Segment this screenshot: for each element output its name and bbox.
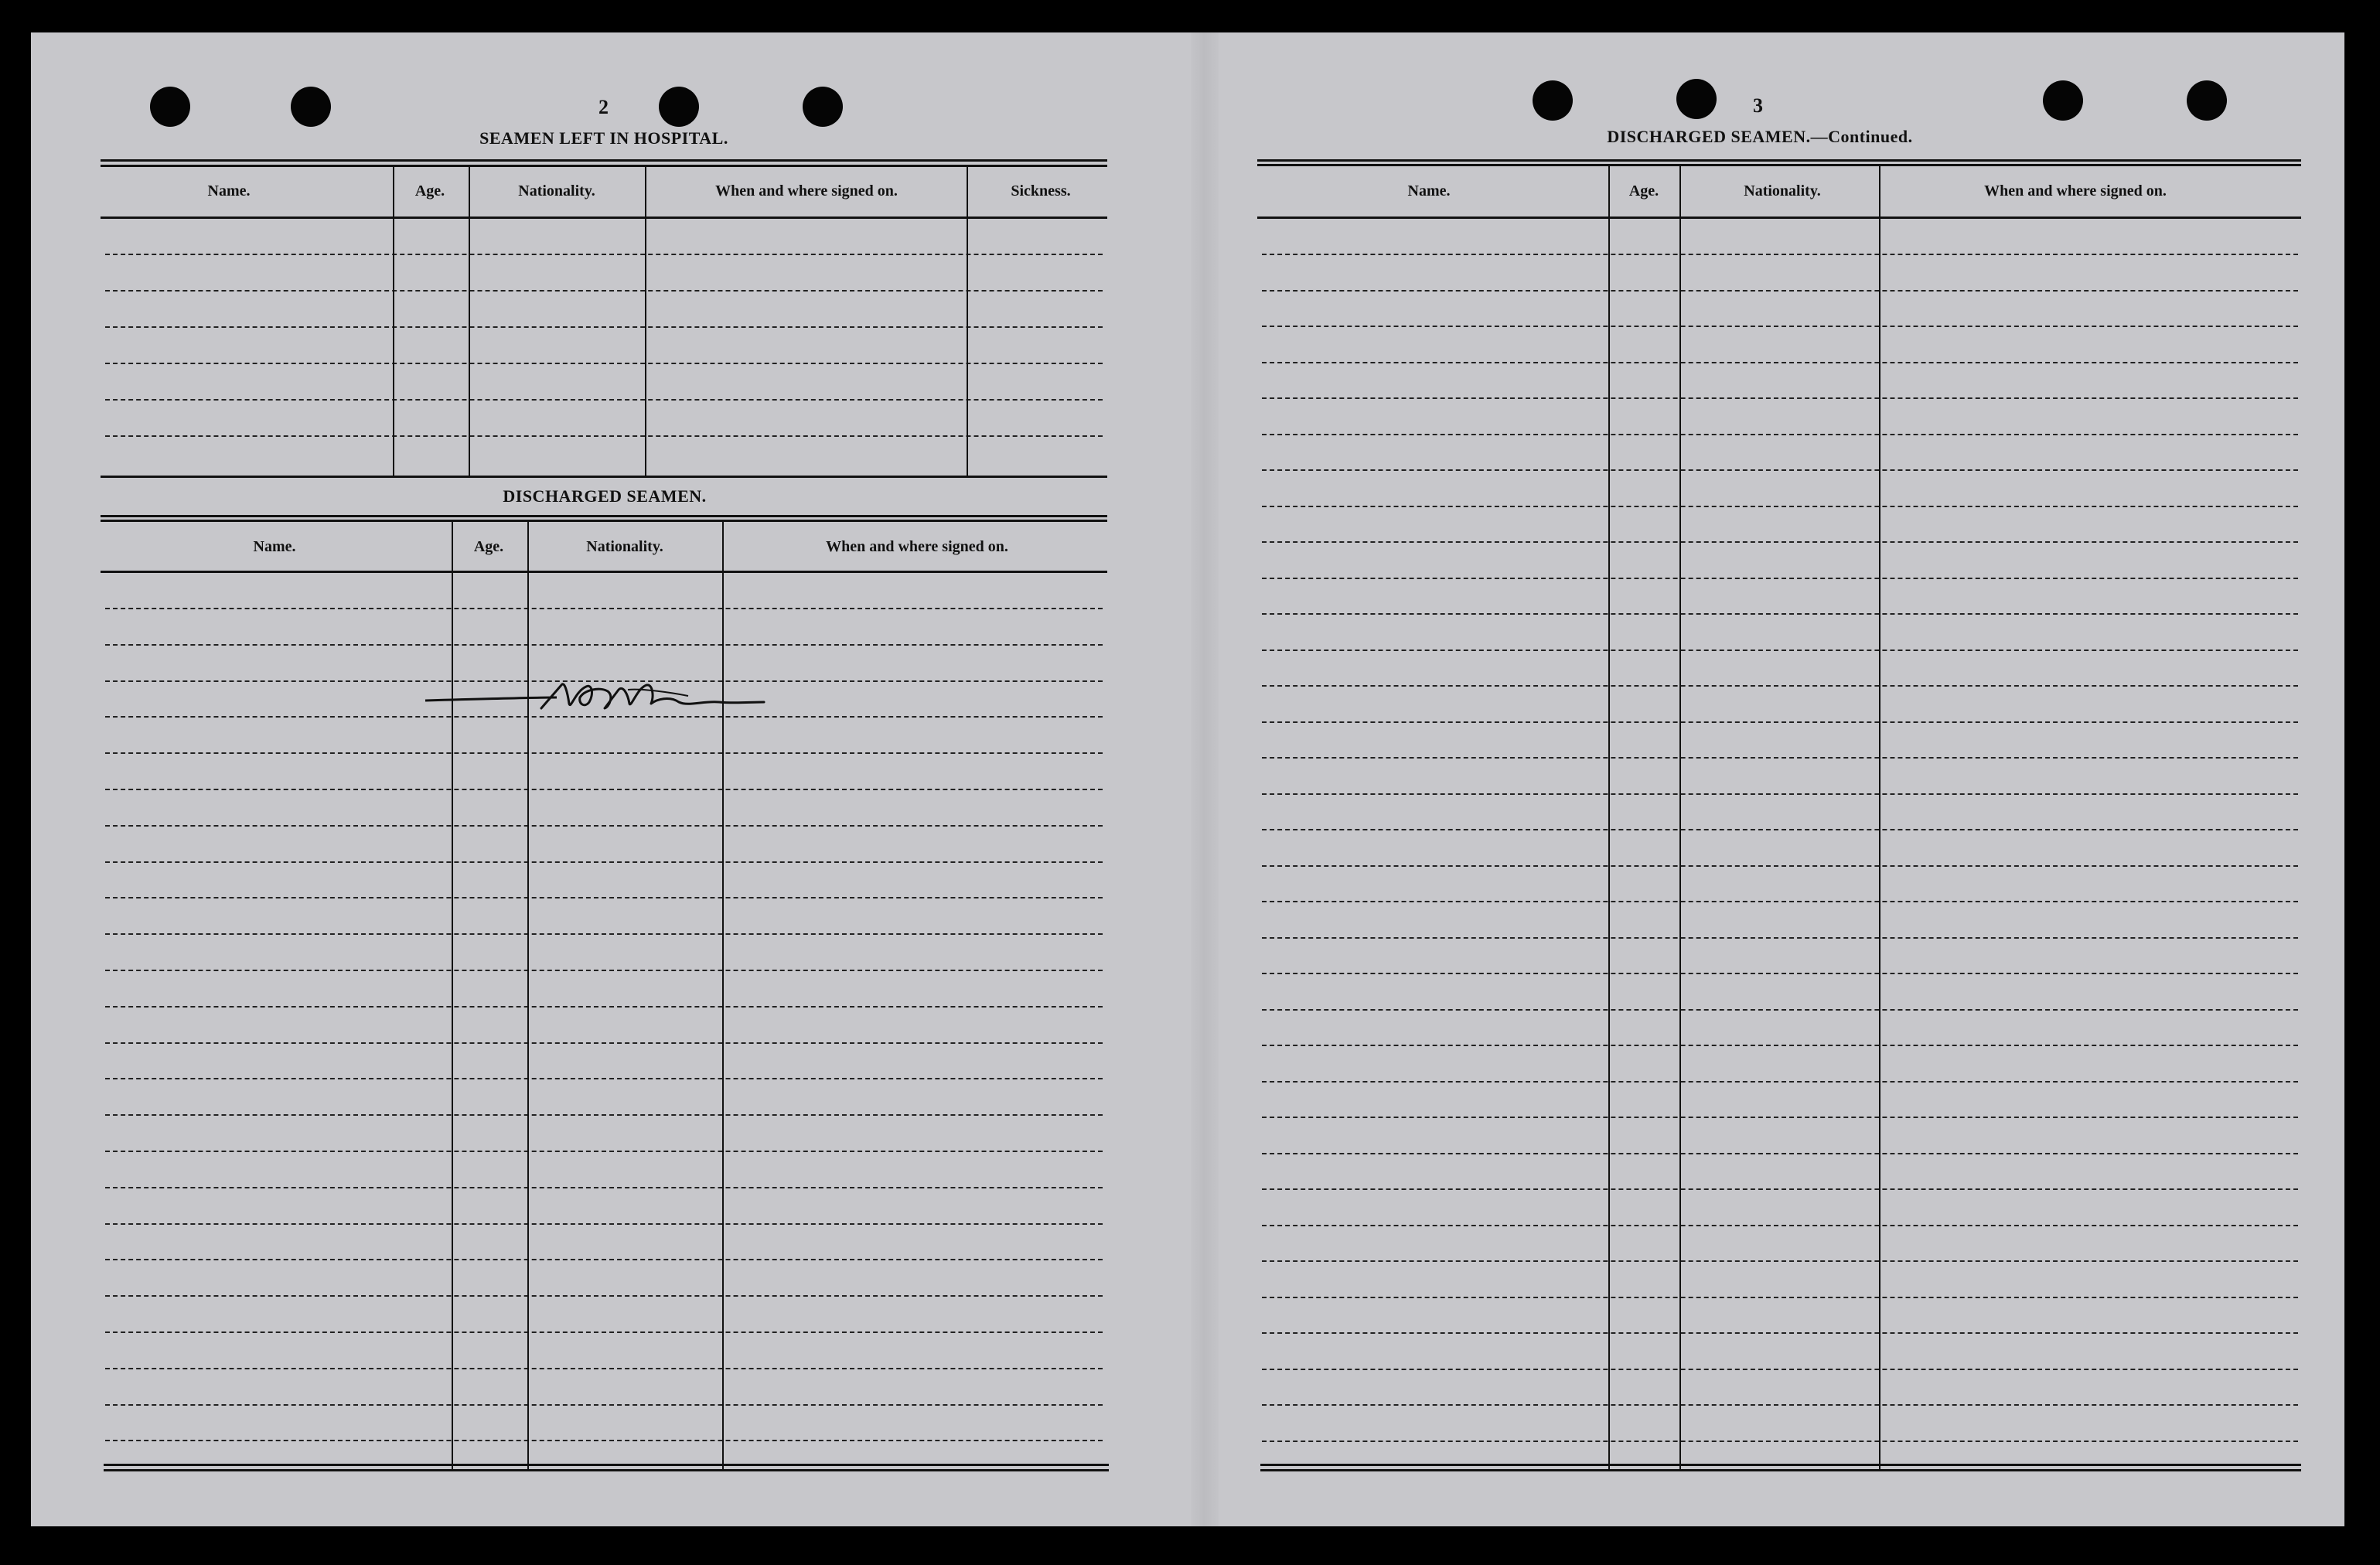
ruled-entry-line — [1262, 1188, 2298, 1190]
ruled-entry-line — [105, 1295, 1103, 1297]
rule — [1257, 159, 2301, 162]
col-header-age: Age. — [414, 182, 445, 199]
ruled-entry-line — [105, 933, 1103, 935]
ruled-entry-line — [1262, 254, 2298, 255]
col-header-sickness: Sickness. — [1011, 182, 1071, 199]
ruled-entry-line — [1262, 1369, 2298, 1370]
rule — [101, 515, 1107, 517]
ruled-entry-line — [105, 326, 1103, 328]
ruled-entry-line — [1262, 685, 2298, 687]
ruled-entry-line — [105, 825, 1103, 827]
rule — [1257, 217, 2301, 219]
punch-hole — [803, 87, 843, 127]
ruled-entry-line — [1262, 326, 2298, 327]
ruled-entry-line — [105, 1078, 1103, 1079]
punch-hole — [2187, 80, 2227, 121]
rule — [101, 571, 1107, 573]
ruled-entry-line — [1262, 362, 2298, 363]
ruled-entry-line — [1262, 793, 2298, 795]
ruled-entry-line — [1262, 506, 2298, 507]
handwritten-entry-text — [31, 32, 32, 33]
ruled-entry-line — [105, 399, 1103, 401]
ruled-entry-line — [1262, 650, 2298, 651]
ruled-entry-line — [1262, 1153, 2298, 1154]
ruled-entry-line — [1262, 973, 2298, 974]
ruled-entry-line — [105, 752, 1103, 754]
ruled-entry-line — [105, 789, 1103, 790]
manifest-sheet — [31, 32, 2344, 1526]
ruled-entry-line — [1262, 1225, 2298, 1226]
rule — [101, 165, 1107, 167]
ruled-entry-line — [1262, 434, 2298, 435]
column-divider — [645, 165, 646, 476]
discharged-continued-title: DISCHARGED SEAMEN.—Continued. — [1607, 127, 1913, 146]
ruled-entry-line — [105, 1114, 1103, 1116]
column-divider — [1679, 164, 1681, 1471]
discharged-section-title: DISCHARGED SEAMEN. — [503, 486, 707, 506]
ruled-entry-line — [1262, 578, 2298, 579]
ruled-entry-line — [105, 1187, 1103, 1188]
ruled-entry-line — [105, 363, 1103, 364]
ruled-entry-line — [105, 608, 1103, 609]
punch-hole — [150, 87, 190, 127]
ruled-entry-line — [1262, 1081, 2298, 1083]
ruled-entry-line — [1262, 290, 2298, 292]
col-header-when-where: When and where signed on. — [715, 182, 898, 199]
column-divider — [469, 165, 470, 476]
handwritten-none-signature — [410, 659, 843, 728]
ruled-entry-line — [105, 1368, 1103, 1369]
col-header-name: Name. — [1407, 182, 1451, 199]
ruled-entry-line — [105, 970, 1103, 971]
ruled-entry-line — [1262, 1441, 2298, 1442]
ruled-entry-line — [105, 290, 1103, 292]
ruled-entry-line — [1262, 937, 2298, 939]
ruled-entry-line — [1262, 1117, 2298, 1118]
ruled-entry-line — [105, 435, 1103, 437]
col-header-when-where: When and where signed on. — [1984, 182, 2167, 199]
col-header-nationality: Nationality. — [586, 538, 663, 555]
col-header-name: Name. — [253, 538, 296, 555]
rule — [104, 1469, 1109, 1471]
ruled-entry-line — [105, 1331, 1103, 1333]
punch-hole — [2043, 80, 2083, 121]
ruled-entry-line — [1262, 613, 2298, 615]
punch-hole — [659, 87, 699, 127]
ruled-entry-line — [105, 1223, 1103, 1225]
ruled-entry-line — [1262, 865, 2298, 867]
page-number: 3 — [1753, 94, 1763, 117]
ruled-entry-line — [105, 1006, 1103, 1008]
punch-hole — [291, 87, 331, 127]
ruled-entry-line — [1262, 1404, 2298, 1406]
ruled-entry-line — [105, 1151, 1103, 1152]
ruled-entry-line — [1262, 721, 2298, 723]
ruled-entry-line — [105, 1259, 1103, 1260]
column-divider — [967, 165, 968, 476]
rule — [1260, 1469, 2301, 1471]
page-gutter — [1191, 32, 1219, 1526]
col-header-nationality: Nationality. — [518, 182, 595, 199]
ruled-entry-line — [1262, 541, 2298, 543]
rule — [101, 217, 1107, 219]
rule — [104, 1464, 1109, 1466]
rule — [101, 159, 1107, 162]
punch-hole — [1676, 79, 1717, 119]
ruled-entry-line — [1262, 1260, 2298, 1262]
rule — [1257, 164, 2301, 166]
ruled-entry-line — [1262, 469, 2298, 471]
ruled-entry-line — [105, 1404, 1103, 1406]
ruled-entry-line — [1262, 1332, 2298, 1334]
column-divider — [1608, 164, 1610, 1471]
ruled-entry-line — [105, 861, 1103, 863]
hospital-section-title: SEAMEN LEFT IN HOSPITAL. — [479, 128, 728, 148]
ruled-entry-line — [1262, 901, 2298, 902]
ruled-entry-line — [105, 254, 1103, 255]
ruled-entry-line — [1262, 1009, 2298, 1011]
col-header-when-where: When and where signed on. — [826, 538, 1008, 555]
ruled-entry-line — [1262, 757, 2298, 759]
rule — [101, 520, 1107, 522]
ruled-entry-line — [105, 1042, 1103, 1044]
ruled-entry-line — [105, 897, 1103, 898]
punch-hole — [1533, 80, 1573, 121]
ruled-entry-line — [1262, 397, 2298, 399]
ruled-entry-line — [1262, 1297, 2298, 1298]
col-header-age: Age. — [1628, 182, 1659, 199]
col-header-age: Age. — [473, 538, 504, 555]
page-number: 2 — [598, 96, 609, 118]
col-header-nationality: Nationality. — [1744, 182, 1821, 199]
rule — [101, 476, 1107, 478]
column-divider — [1879, 164, 1880, 1471]
ruled-entry-line — [1262, 829, 2298, 830]
col-header-name: Name. — [207, 182, 251, 199]
column-divider — [393, 165, 394, 476]
ruled-entry-line — [105, 1440, 1103, 1441]
ruled-entry-line — [1262, 1045, 2298, 1046]
rule — [1260, 1464, 2301, 1466]
ruled-entry-line — [105, 644, 1103, 646]
